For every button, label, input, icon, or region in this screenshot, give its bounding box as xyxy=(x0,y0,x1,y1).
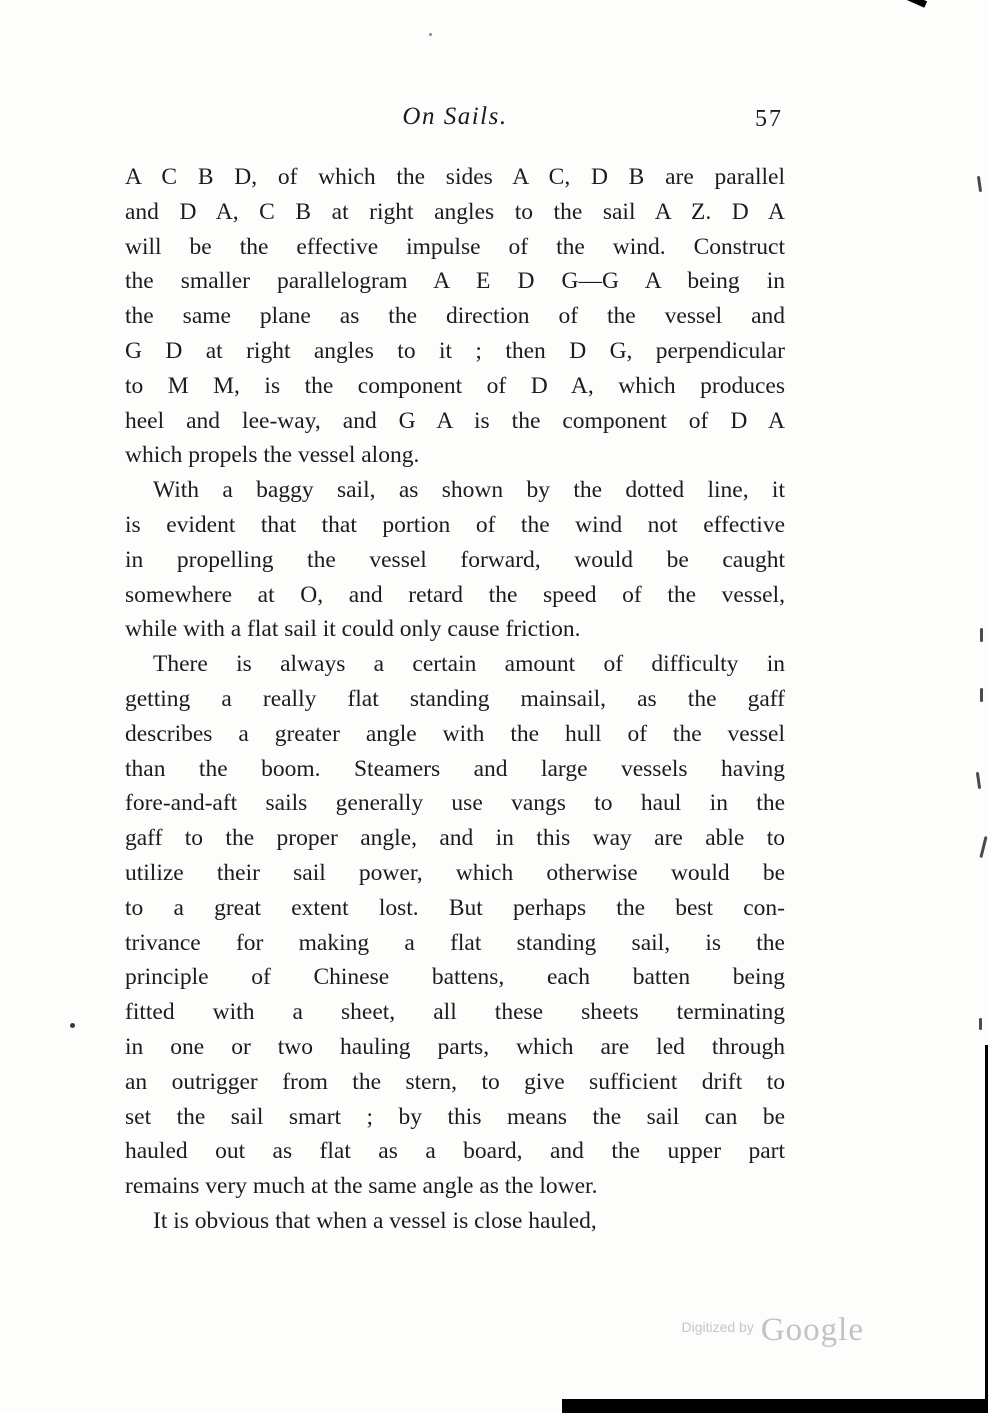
text-line: an outrigger from the stern, to give sufficient drift to xyxy=(125,1068,785,1095)
text-line: There is always a certain amount of difficulty in xyxy=(153,651,785,678)
paragraph xyxy=(125,1204,785,1239)
text-line: which propels the vessel along. xyxy=(125,442,420,469)
text-line: describes a greater angle with the hull of the vessel xyxy=(125,720,785,747)
text-line: fore-and-aft sails generally use vangs to haul in the xyxy=(125,790,785,817)
scan-artifact-edge-mark xyxy=(976,772,981,789)
footer xyxy=(681,1312,864,1349)
text-block xyxy=(125,160,785,1239)
text-line: while with a flat sail it could only cause friction. xyxy=(125,616,581,643)
scan-artifact-edge-mark xyxy=(979,1018,982,1030)
digitized-by-label: Digitized by xyxy=(681,1319,754,1335)
text-line: set the sail smart ; by this means the sail can be xyxy=(125,1103,785,1130)
text-line: the smaller parallelogram A E D G—G A being in xyxy=(125,268,785,295)
text-line: trivance for making a flat standing sail, is the xyxy=(125,929,785,956)
text-line: fitted with a sheet, all these sheets terminating xyxy=(125,999,785,1026)
scan-artifact-top-right xyxy=(897,0,927,8)
text-line: heel and lee-way, and G A is the component of D A xyxy=(125,407,785,434)
paragraph xyxy=(125,473,785,647)
text-line: the same plane as the direction of the vessel and xyxy=(125,303,785,330)
text-line: getting a really flat standing mainsail, as the gaff xyxy=(125,685,785,712)
text-line: somewhere at O, and retard the speed of the vessel, xyxy=(125,581,785,608)
text-line: hauled out as flat as a board, and the upper part xyxy=(125,1138,785,1165)
text-line: is evident that that portion of the wind not effective xyxy=(125,511,785,538)
paragraph xyxy=(125,647,785,1204)
text-line: to M M, is the component of D A, which produces xyxy=(125,372,785,399)
scan-artifact-bottom-bar xyxy=(562,1399,988,1413)
scan-artifact-ink-dot xyxy=(429,33,432,36)
text-line: utilize their sail power, which otherwise would be xyxy=(125,859,785,886)
scan-artifact-edge-mark xyxy=(979,836,987,858)
text-line: than the boom. Steamers and large vessels having xyxy=(125,755,785,782)
paragraph xyxy=(125,160,785,473)
text-line: to a great extent lost. But perhaps the best con- xyxy=(125,894,785,921)
page-header xyxy=(125,103,785,141)
scan-artifact-ink-dot xyxy=(70,1023,75,1028)
running-title: On Sails. xyxy=(402,103,508,130)
text-line: gaff to the proper angle, and in this way are able to xyxy=(125,825,785,852)
page-number: 57 xyxy=(755,106,783,132)
text-line: and D A, C B at right angles to the sail A Z. D A xyxy=(125,198,785,225)
text-line: With a baggy sail, as shown by the dotted line, it xyxy=(153,477,785,504)
text-line: in propelling the vessel forward, would be caught xyxy=(125,546,785,573)
text-line: in one or two hauling parts, which are led through xyxy=(125,1033,785,1060)
text-line: will be the effective impulse of the wind. Construct xyxy=(125,233,785,260)
scan-artifact-edge-mark xyxy=(980,628,983,642)
text-line: A C B D, of which the sides A C, D B are parallel xyxy=(125,164,785,190)
text-line: principle of Chinese battens, each batten being xyxy=(125,964,785,991)
scan-artifact-edge-mark xyxy=(977,176,982,192)
text-line: remains very much at the same angle as the lower. xyxy=(125,1173,598,1200)
scan-artifact-edge-mark xyxy=(980,688,983,702)
text-line: It is obvious that when a vessel is close hauled, xyxy=(153,1207,597,1234)
google-watermark: Google xyxy=(760,1312,864,1348)
text-line: G D at right angles to it ; then D G, perpendicular xyxy=(125,337,785,364)
